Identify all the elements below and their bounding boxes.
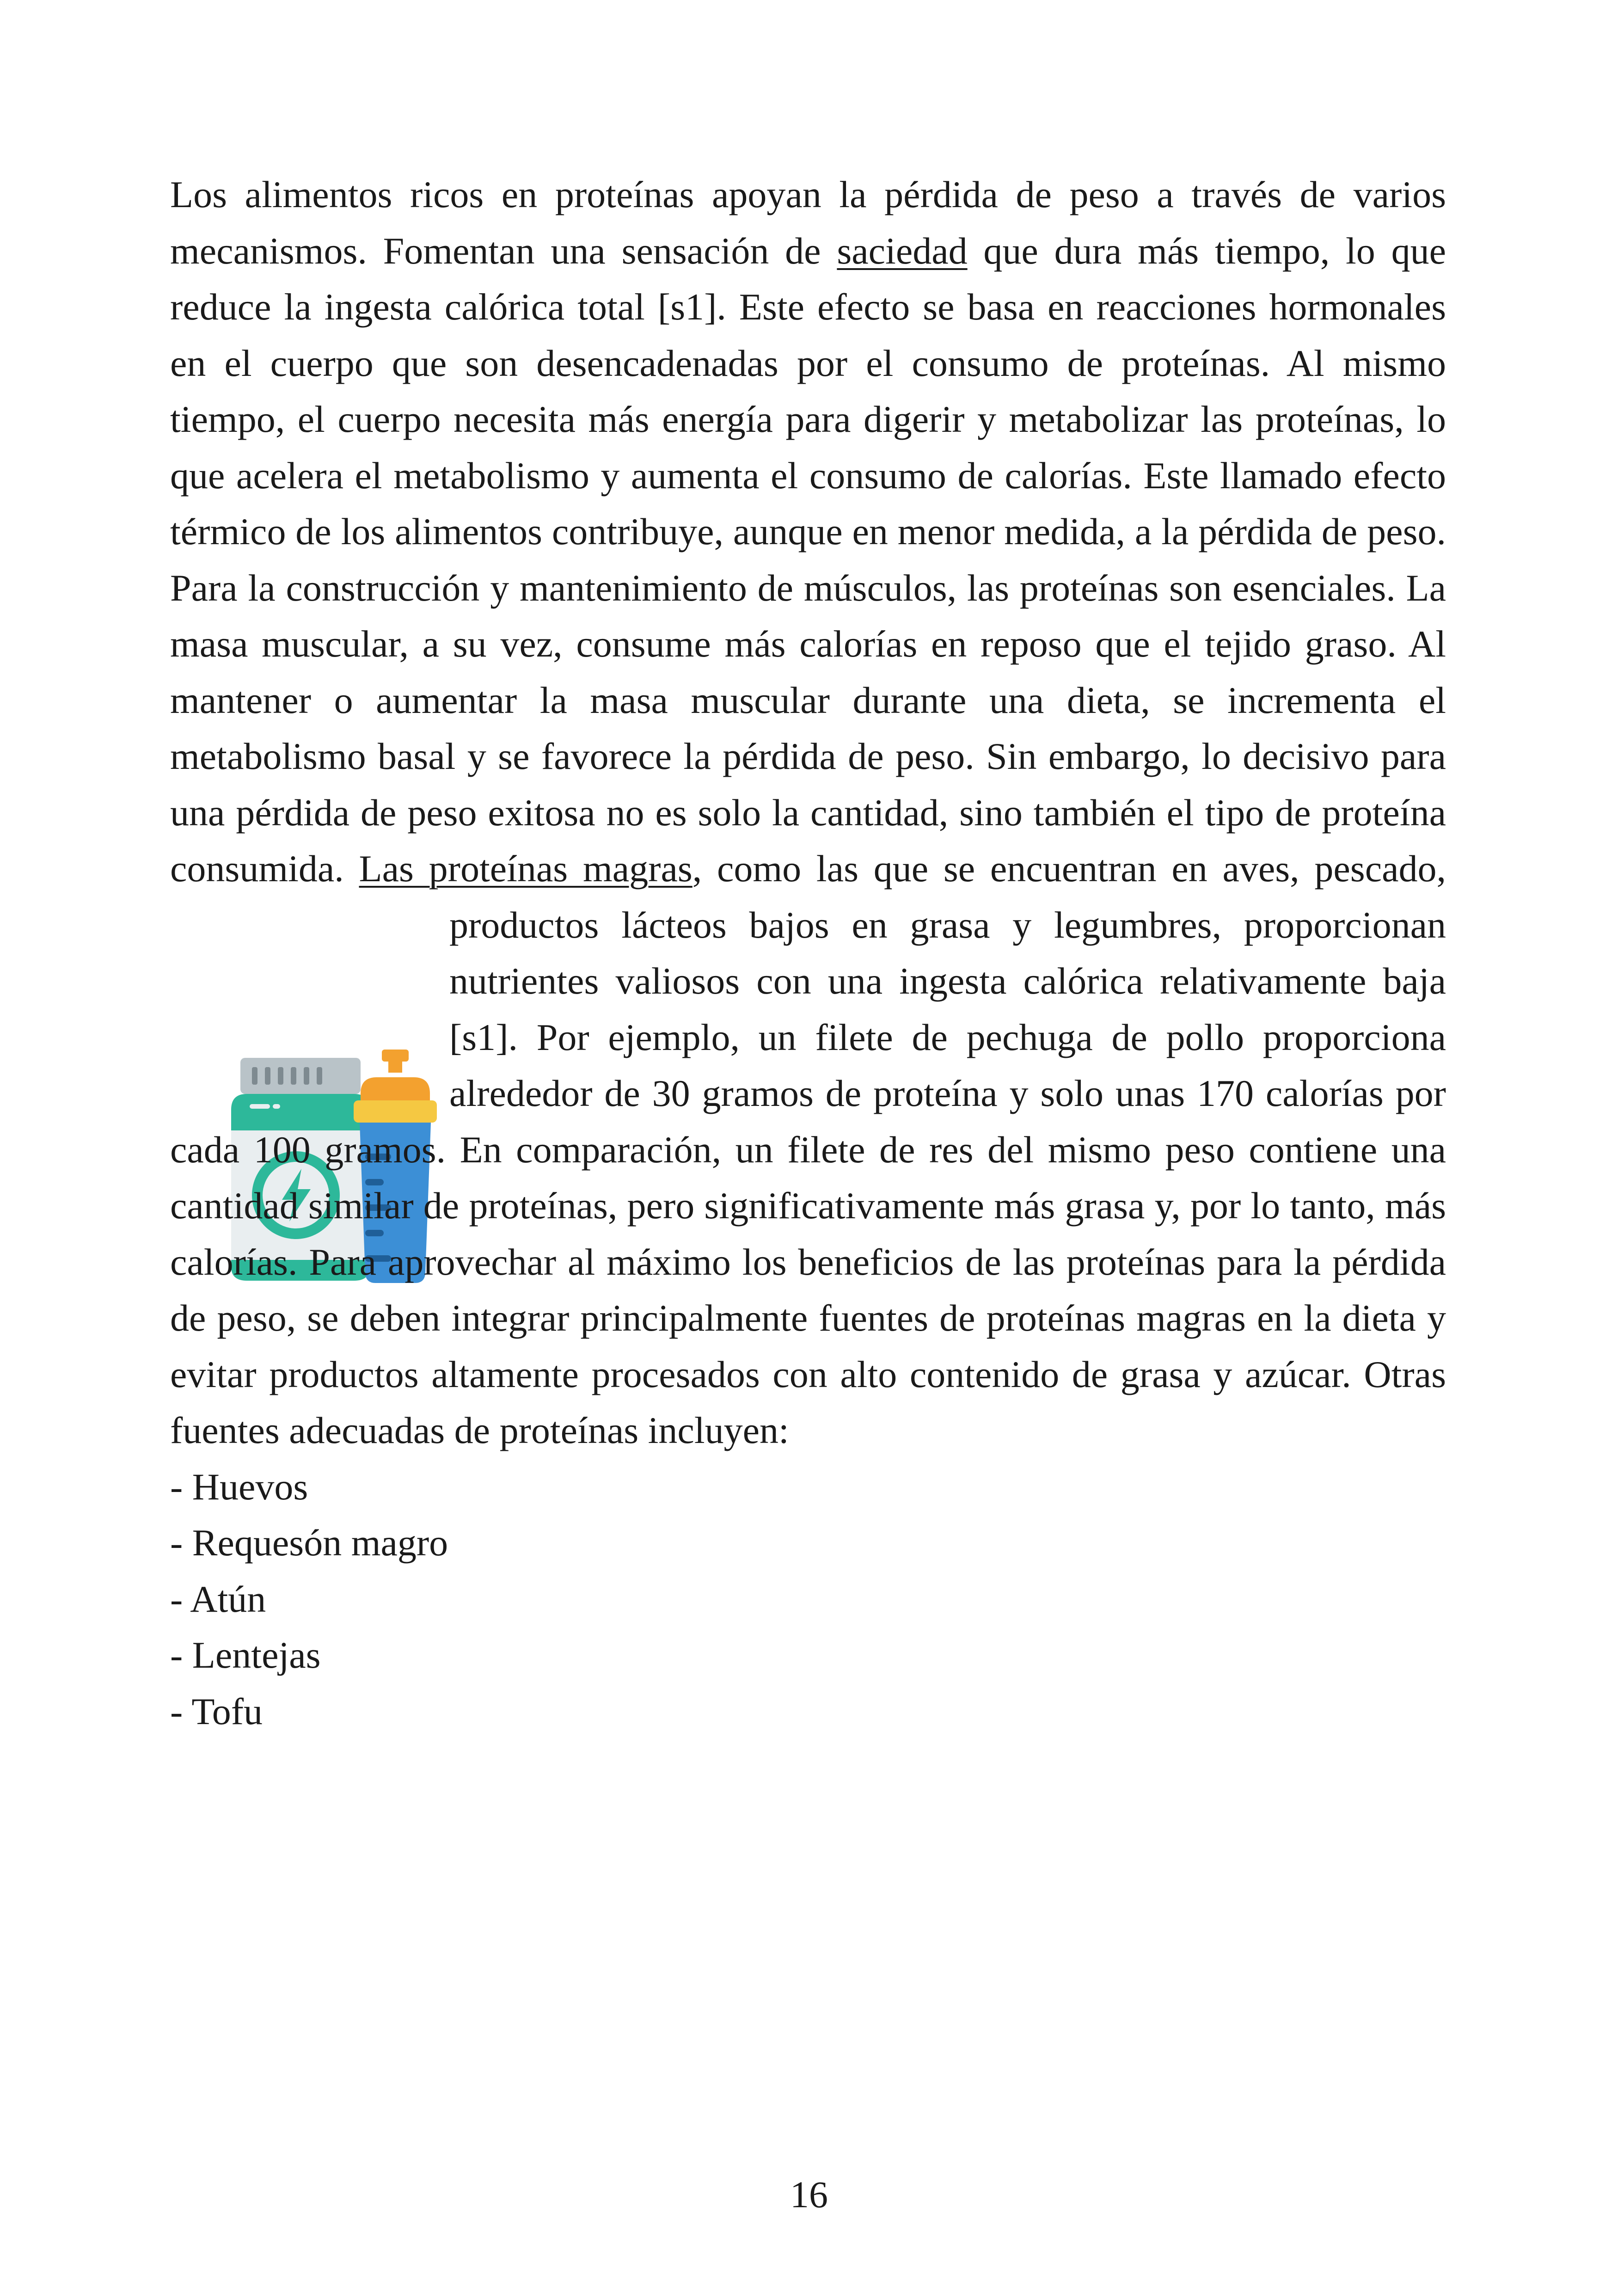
paragraph-part-3: , como las que se encuentran en aves, pescado, productos lácteos bajos en grasa y legumbres, proporcionan nutrientes valiosos con una ingesta calórica relativamente baja [s1]. Por ejemplo, un filete de pechuga de pollo proporciona alrededor de 30 gramos de proteína y solo unas 170 calorías por cada 100 gramos. En comparación, un filete de res del mismo peso contiene una cantidad similar de proteínas, pero significativamente más grasa y, por lo tanto, más calorías. Para aprovechar al máximo los beneficios de las proteínas para la pérdida de peso, se deben integrar principalmente fuentes de proteínas magras en la dieta y evitar productos altamente procesados con alto contenido de grasa y azúcar. Otras fuentes adecuadas de proteínas incluyen:	[170, 847, 1446, 1451]
list-item: - Tofu	[170, 1690, 263, 1732]
saciedad-link[interactable]: saciedad	[837, 229, 968, 272]
list-item: - Lentejas	[170, 1634, 321, 1676]
main-paragraph	[170, 166, 1446, 1459]
paragraph-part-1: Los alimentos ricos en proteínas apoyan la pérdida de peso a través de varios mecanismos. Fomentan una sensación de	[170, 173, 1446, 272]
list-item: - Huevos	[170, 1465, 308, 1508]
list-item: - Requesón magro	[170, 1522, 448, 1564]
page-number: 16	[790, 2173, 828, 2216]
protein-sources-list	[170, 1459, 1446, 1740]
list-item: - Atún	[170, 1578, 266, 1620]
body-text	[170, 166, 1446, 1739]
proteinas-magras-link[interactable]: Las proteínas magras	[359, 847, 693, 890]
paragraph-part-2: que dura más tiempo, lo que reduce la ingesta calórica total [s1]. Este efecto se basa en reacciones hormonales en el cuerpo que son desencadenadas por el consumo de proteínas. Al mismo tiempo, el cuerpo necesita más energía para digerir y metabolizar las proteínas, lo que acelera el metabolismo y aumenta el consumo de calorías. Este llamado efecto térmico de los alimentos contribuye, aunque en menor medida, a la pérdida de peso. Para la construcción y mantenimiento de músculos, las proteínas son esenciales. La masa muscular, a su vez, consume más calorías en reposo que el tejido graso. Al mantener o aumentar la masa muscular durante una dieta, se incrementa el metabolismo basal y se favorece la pérdida de peso. Sin embargo, lo decisivo para una pérdida de peso exitosa no es solo la cantidad, sino también el tipo de proteína consumida.	[170, 229, 1446, 890]
